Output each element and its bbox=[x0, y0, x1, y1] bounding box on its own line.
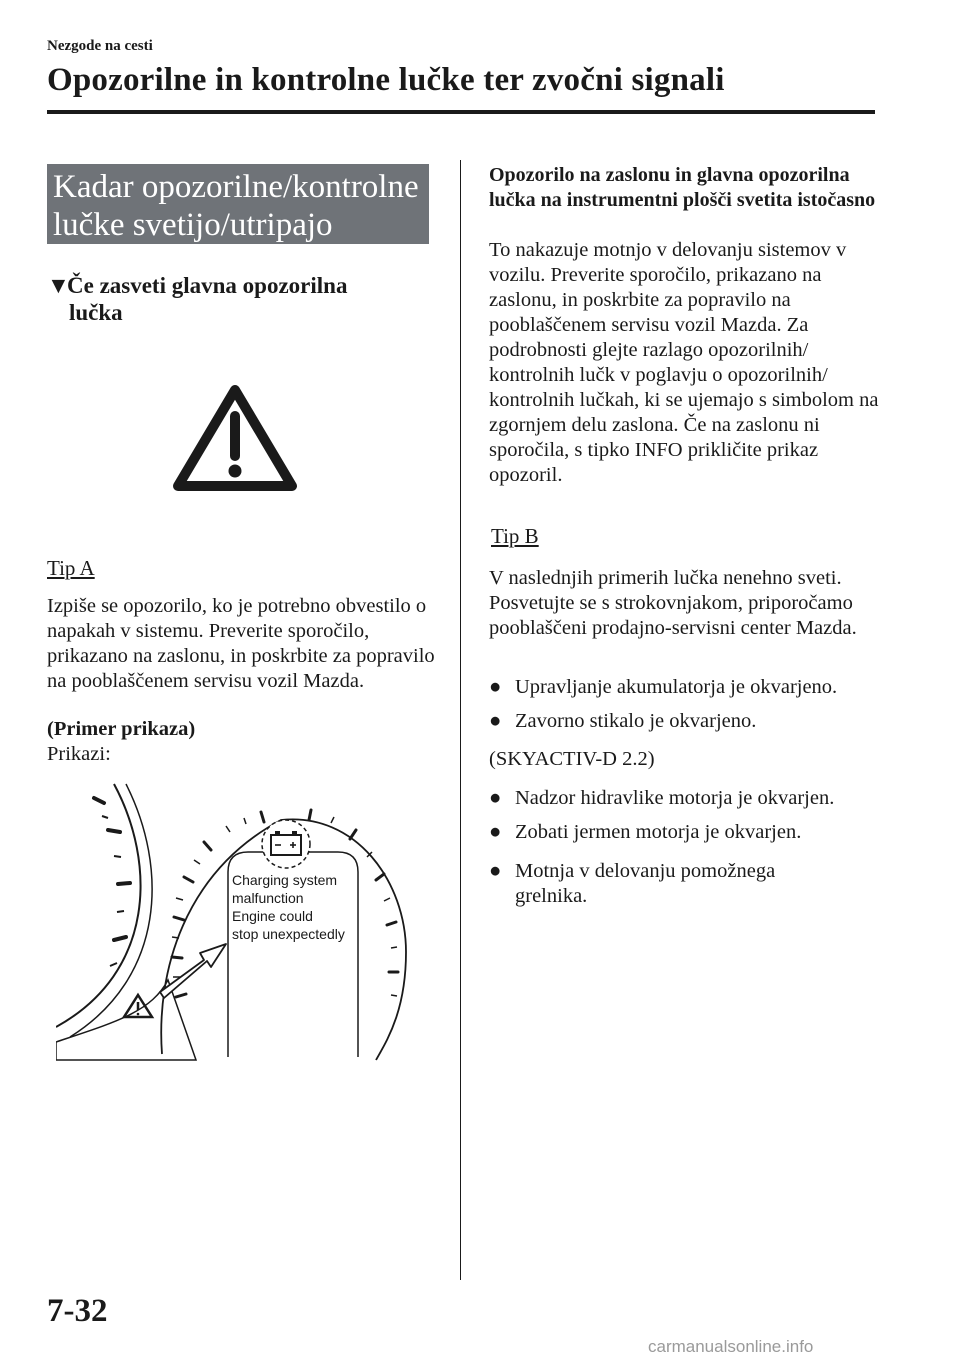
list-item bbox=[489, 786, 889, 811]
display-message-line-1: Charging system bbox=[232, 872, 338, 888]
title-rule bbox=[47, 110, 875, 114]
right-heading: Opozorilo na zaslonu in glavna opozorilna lučka na instrumentni plošči svetita istočasno bbox=[489, 164, 876, 211]
bullet-icon: ● bbox=[489, 710, 502, 732]
triangle-marker-icon: ▼ bbox=[47, 273, 70, 298]
section-title bbox=[47, 164, 429, 244]
bullet-icon: ● bbox=[489, 787, 502, 809]
bullet-icon: ● bbox=[489, 860, 502, 882]
subheading-line-1: Če zasveti glavna opozorilna bbox=[67, 273, 348, 298]
tip-a-text: Izpiše se opozorilo, ko je potrebno obvestilo o napakah v sistemu. Preverite sporočilo, prikazano na zaslonu, in poskrbite za popravilo na pooblaščenem servisu vozil Mazda. bbox=[47, 595, 435, 692]
list-item bbox=[489, 859, 889, 909]
list-item bbox=[489, 709, 889, 734]
tip-b-label: Tip B bbox=[491, 524, 539, 548]
tip-a-label: Tip A bbox=[47, 556, 95, 580]
list-item-text: Nadzor hidravlike motorja je okvarjen. bbox=[515, 787, 835, 809]
display-message-line-3: Engine could bbox=[232, 908, 313, 924]
watermark: carmanualsonline.info bbox=[648, 1337, 814, 1356]
display-message-line-4: stop unexpectedly bbox=[232, 926, 345, 942]
column-divider bbox=[460, 160, 461, 1280]
tip-b-text: V naslednjih primerih lučka nenehno sveti. Posvetujte se s strokovnjakom, priporočamo pooblaščeni prodajno-servisni center Mazda. bbox=[489, 567, 857, 639]
chapter-label: Nezgode na cesti bbox=[47, 38, 153, 54]
display-label: Prikazi: bbox=[47, 743, 111, 765]
list-item-text-continued: grelnika. bbox=[515, 885, 588, 907]
instrument-cluster-figure bbox=[56, 772, 426, 1062]
subheading bbox=[47, 272, 429, 326]
list-item-text: Zobati jermen motorja je okvarjen. bbox=[515, 821, 802, 843]
example-label: (Primer prikaza) bbox=[47, 718, 196, 740]
page-number: 7-32 bbox=[47, 1293, 108, 1329]
list-item-text: Upravljanje akumulatorja je okvarjeno. bbox=[515, 676, 838, 698]
bullet-icon: ● bbox=[489, 676, 502, 698]
list-item-text: Zavorno stikalo je okvarjeno. bbox=[515, 710, 757, 732]
list-item bbox=[489, 675, 889, 700]
list-item-text: Motnja v delovanju pomožnega bbox=[515, 860, 776, 882]
page-title: Opozorilne in kontrolne lučke ter zvočni signali bbox=[47, 62, 725, 98]
section-title-line-1: Kadar opozorilne/kontrolne bbox=[53, 169, 419, 205]
subheading-line-2: lučka bbox=[69, 300, 123, 325]
right-text: To nakazuje motnjo v delovanju sistemov v vozilu. Preverite sporočilo, prikazano na zaslonu, in poskrbite za popravilo na pooblaščenem servisu vozil Mazda. Za podrobnosti glejte razlago opozorilnih/ kontrolnih lučk v poglavju o opozorilnih/ kontrolnih lučkah, ki se ujemajo s simbolom na zgornjem delu zaslona. Če na zaslonu ni sporočila, s tipko INFO prikličite prikaz opozoril. bbox=[489, 239, 879, 486]
bullet-icon: ● bbox=[489, 821, 502, 843]
skyactiv-label: (SKYACTIV-D 2.2) bbox=[489, 748, 655, 770]
list-item bbox=[489, 820, 889, 845]
section-title-line-2: lučke svetijo/utripajo bbox=[53, 207, 333, 243]
display-message-line-2: malfunction bbox=[232, 890, 304, 906]
master-warning-icon bbox=[168, 380, 302, 498]
